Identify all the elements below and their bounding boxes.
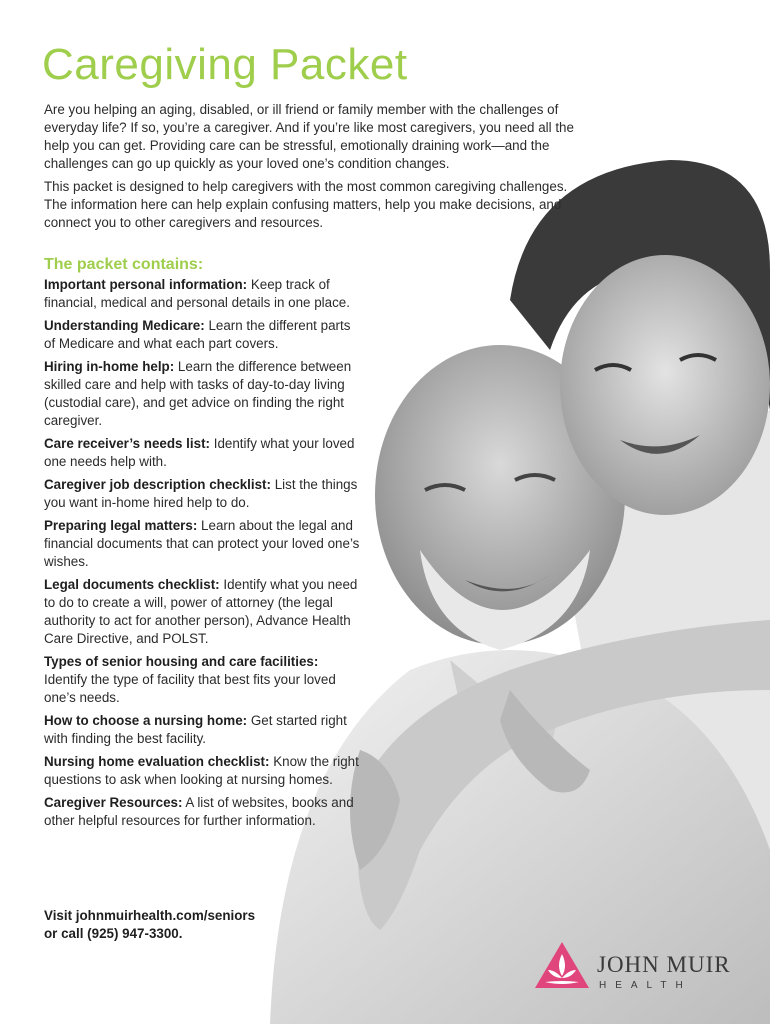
list-item — [44, 517, 364, 571]
intro-paragraph: This packet is designed to help caregivers with the most common caregiving challenges. The information here can help explain confusing matters, help you make decisions, and connect you to other caregivers and resources. — [44, 179, 568, 230]
item-text: A list of websites, books and other helpful resources for further information. — [44, 795, 354, 828]
contact-info — [44, 907, 364, 943]
item-text: Get started right with finding the best facility. — [44, 713, 347, 746]
list-item — [44, 712, 364, 748]
item-label: Hiring in-home help: — [44, 359, 175, 374]
item-label: Nursing home evaluation checklist: — [44, 754, 270, 769]
item-text: List the things you want in-home hired help to do. — [44, 477, 358, 510]
item-label: Understanding Medicare: — [44, 318, 205, 333]
item-label: Preparing legal matters: — [44, 518, 198, 533]
item-text: Identify what you need to do to create a will, power of attorney (the legal authority to act for another person), Advance Health Care Directive, and POLST. — [44, 577, 358, 646]
website-line[interactable]: Visit johnmuirhealth.com/seniors — [44, 908, 256, 923]
list-item — [44, 358, 364, 430]
item-label: Care receiver’s needs list: — [44, 436, 210, 451]
list-item — [44, 794, 364, 830]
item-text: Learn about the legal and financial documents that can protect your loved one’s wishes. — [44, 518, 360, 569]
item-text: Know the right questions to ask when looking at nursing homes. — [44, 754, 359, 787]
packet-contents-list — [44, 276, 364, 835]
list-item — [44, 576, 364, 648]
list-item — [44, 476, 364, 512]
page-title: Caregiving Packet — [42, 40, 408, 89]
list-item — [44, 317, 364, 353]
item-label: How to choose a nursing home: — [44, 713, 248, 728]
list-item — [44, 435, 364, 471]
list-item — [44, 753, 364, 789]
item-label: Important personal information: — [44, 277, 248, 292]
item-text: Identify the type of facility that best fits your loved one’s needs. — [44, 672, 336, 705]
phone-line: or call (925) 947-3300. — [44, 926, 183, 941]
intro-paragraph: Are you helping an aging, disabled, or ill friend or family member with the challenges of everyday life? If so, you’re a caregiver. And if you’re like most caregivers, you need all the help you can get. Providing care can be stressful, emotionally draining work—and the challenges can go up quickly as your loved one’s condition changes. — [44, 102, 574, 171]
list-item — [44, 276, 364, 312]
item-label: Caregiver job description checklist: — [44, 477, 271, 492]
item-label: Caregiver Resources: — [44, 795, 183, 810]
john-muir-health-logo — [533, 940, 763, 996]
item-text: Learn the difference between skilled care and help with tasks of day-to-day living (custodial care), and get advice on finding the right caregiver. — [44, 359, 352, 428]
item-label: Types of senior housing and care facilities: — [44, 654, 319, 669]
item-label: Legal documents checklist: — [44, 577, 220, 592]
contains-heading: The packet contains: — [44, 256, 204, 273]
list-item — [44, 653, 364, 707]
item-text: Learn the different parts of Medicare and what each part covers. — [44, 318, 351, 351]
item-text: Keep track of financial, medical and personal details in one place. — [44, 277, 350, 310]
lotus-logo-icon — [533, 940, 591, 990]
logo-name: JOHN MUIR — [597, 952, 731, 977]
logo-subtitle: HEALTH — [599, 980, 692, 991]
item-text: Identify what your loved one needs help with. — [44, 436, 355, 469]
